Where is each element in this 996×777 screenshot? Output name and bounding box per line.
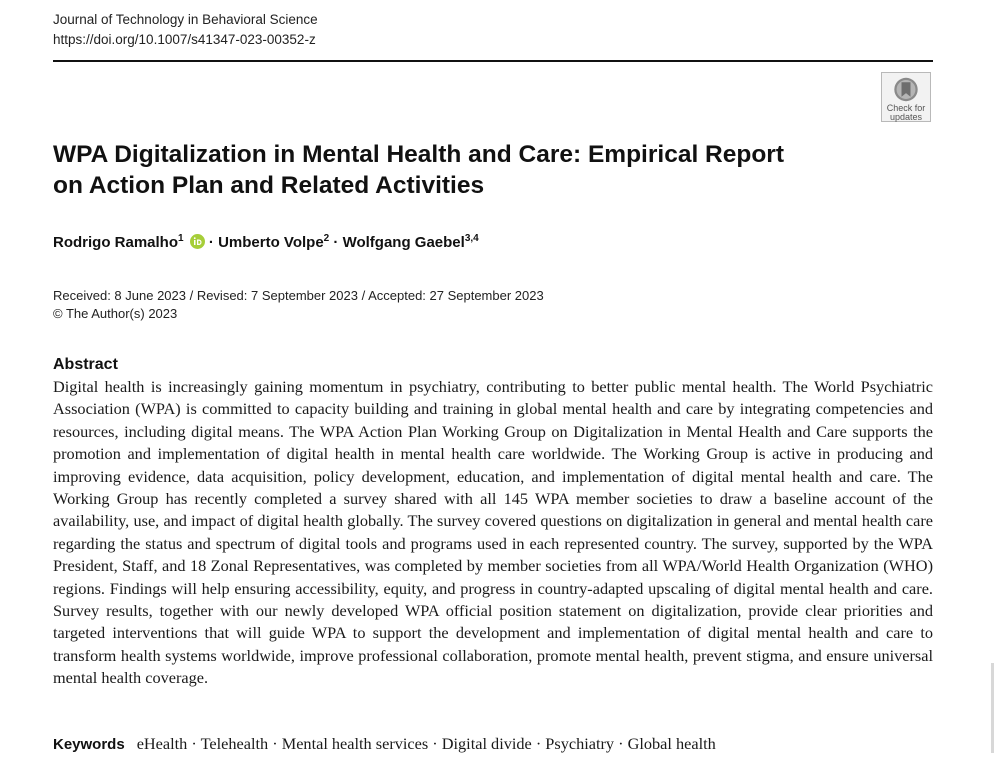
- doi-link[interactable]: https://doi.org/10.1007/s41347-023-00352-z: [53, 32, 316, 47]
- abstract-text: Digital health is increasingly gaining momentum in psychiatry, contributing to better public mental health. The World Psychiatric Association (WPA) is committed to capacity building and training in global mental health and care by integrating competencies and resources, including digital means. The WPA Action Plan Working Group on Digitalization in Mental Health and Care supports the promotion and implementation of digital health in mental health care worldwide. The Working Group is active in producing and improving evidence, data acquisition, policy development, education, and implementation of digital mental health and care. The Working Group has recently completed a survey shared with all 145 WPA member societies to draw a baseline account of the availability, use, and impact of digital health globally. The survey covered questions on digitalization in general and mental health care regarding the status and spectrum of digital tools and programs used in each represented country. The survey, supported by the WPA President, Staff, and 18 Zonal Representatives, was completed by member societies from all WPA/World Health Organization (WHO) regions. Findings will help ensuring accessibility, equity, and progress in country-adapted upscaling of digital mental health and care. Survey results, together with our newly developed WPA official position statement on digitalization, provide clear priorities and targeted interventions that will guide WPA to support the development and implementation of digital mental health and care to transform health systems worldwide, improve professional collaboration, promote mental health, prevent stigma, and ensure universal mental health coverage.: [53, 377, 933, 688]
- check-for-updates-badge[interactable]: [881, 72, 931, 122]
- bookmark-icon: [891, 76, 921, 103]
- author-name[interactable]: Rodrigo Ramalho: [53, 234, 179, 251]
- journal-name: Journal of Technology in Behavioral Science: [53, 12, 318, 27]
- paper-title: WPA Digitalization in Mental Health and Care: Empirical Report on Action Plan and Related Activities: [53, 141, 785, 199]
- header-rule: [53, 60, 933, 62]
- scrollbar[interactable]: [991, 663, 994, 753]
- check-for-updates-label: Check for updates: [886, 103, 926, 122]
- author-separator: ·: [333, 234, 339, 251]
- keywords-section: [53, 734, 933, 754]
- abstract-heading: Abstract: [53, 356, 118, 373]
- article-dates: Received: 8 June 2023 / Revised: 7 September 2023 / Accepted: 27 September 2023: [53, 288, 544, 303]
- author-affiliation: 1: [178, 233, 184, 244]
- author-list: [53, 232, 479, 254]
- copyright-notice: © The Author(s) 2023: [53, 306, 178, 321]
- keywords-list: eHealth · Telehealth · Mental health services · Digital divide · Psychiatry · Global health: [136, 734, 716, 753]
- orcid-icon[interactable]: [190, 234, 205, 249]
- author-affiliation: 3,4: [464, 233, 479, 244]
- author-name[interactable]: Wolfgang Gaebel: [342, 234, 465, 251]
- author-affiliation: 2: [323, 233, 330, 244]
- author-separator: ·: [208, 234, 214, 251]
- author-name[interactable]: Umberto Volpe: [218, 234, 324, 251]
- keywords-label: Keywords: [53, 736, 125, 753]
